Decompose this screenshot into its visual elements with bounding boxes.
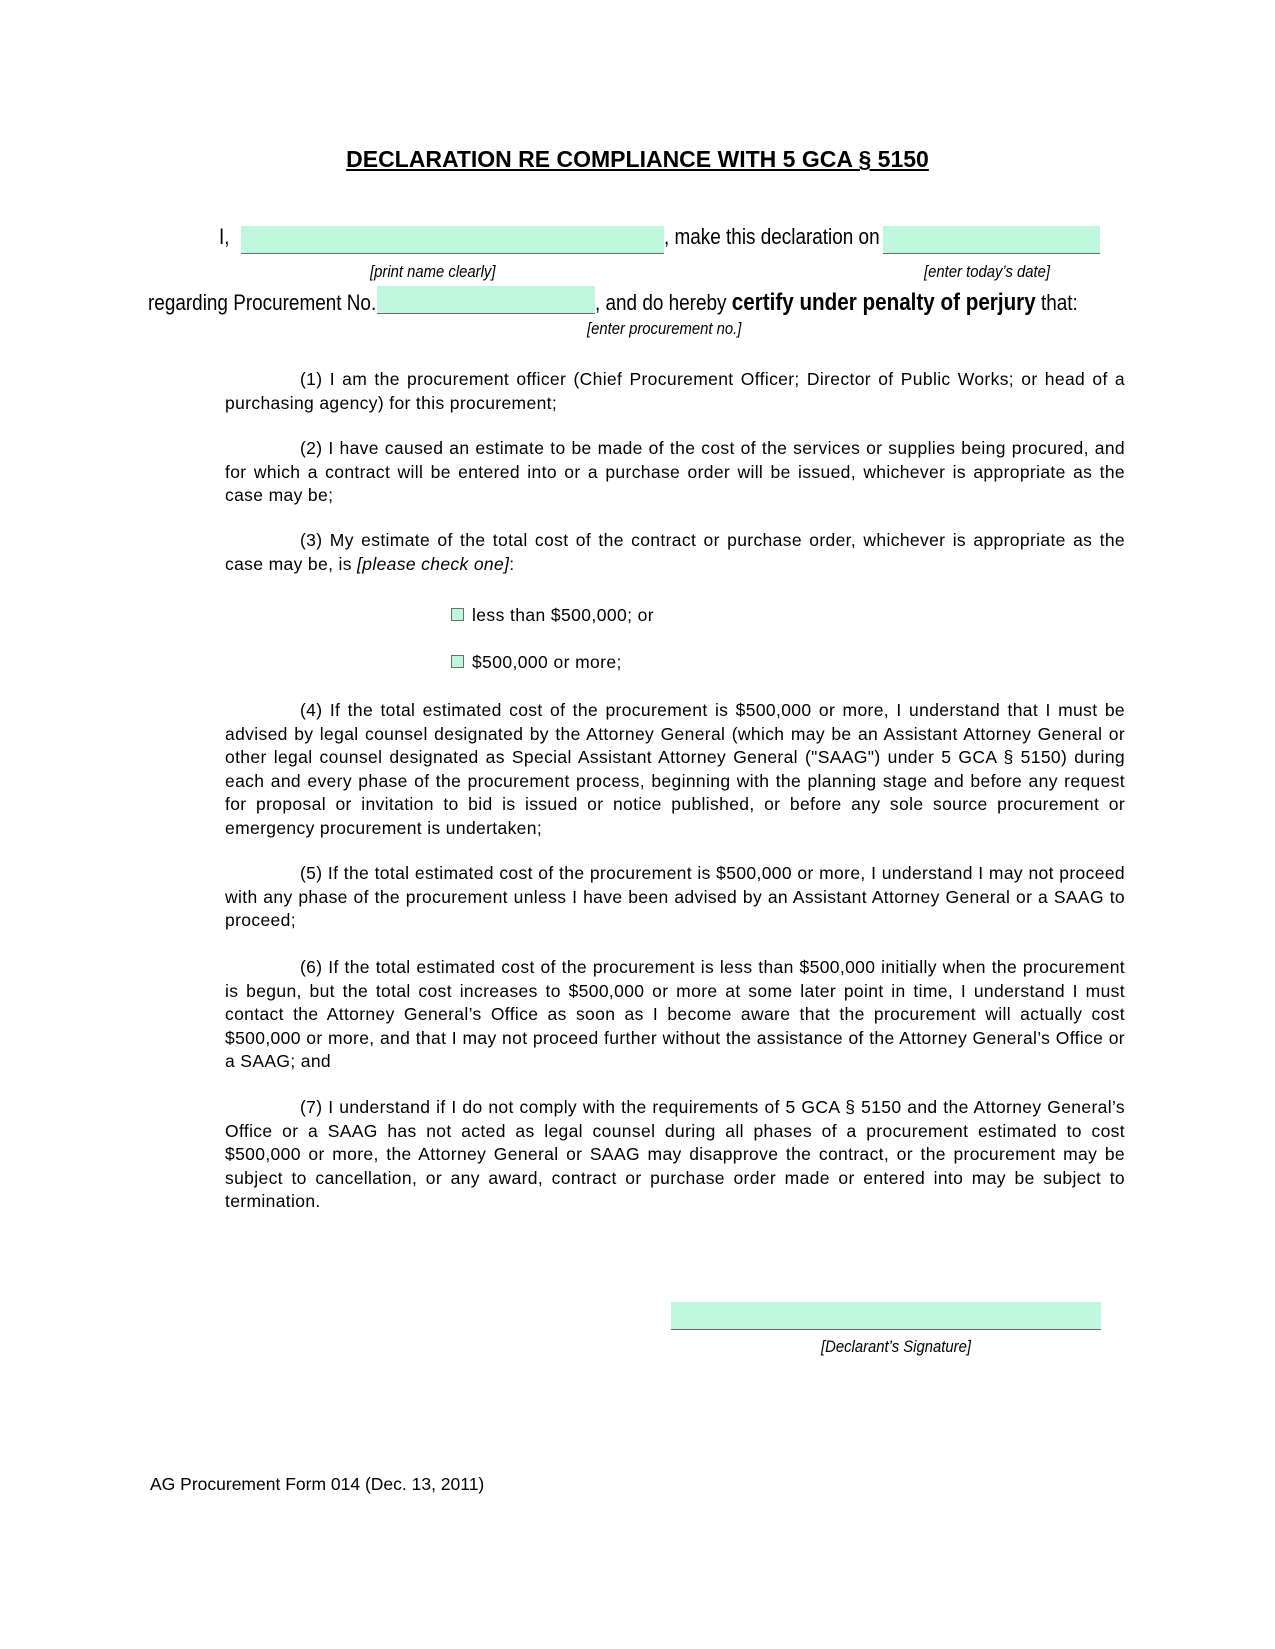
less-than-checkbox[interactable] bbox=[451, 608, 464, 621]
form-footer: AG Procurement Form 014 (Dec. 13, 2011) bbox=[150, 1474, 485, 1494]
paragraph-2 bbox=[225, 437, 1125, 508]
name-hint: [print name clearly] bbox=[370, 263, 496, 281]
paragraph-4-text: (4) If the total estimated cost of the procurement is $500,000 or more, I understand that I must be advised by legal counsel designated by the Attorney General (which may be an Assistant Attorney General or other legal counsel designated as Special Assistant Attorney General ("SAAG") under 5 GCA § 5150) during each and every phase of the procurement process, beginning with the planning stage and before any request for proposal or invitation to bid is issued or notice published, or before any sole source procurement or emergency procurement is undertaken; bbox=[225, 700, 1125, 838]
paragraph-3 bbox=[225, 529, 1125, 576]
procurement-hint: [enter procurement no.] bbox=[587, 320, 742, 338]
paragraph-6 bbox=[225, 956, 1125, 1074]
name-field[interactable] bbox=[241, 226, 664, 254]
paragraph-3-text: (3) My estimate of the total cost of the contract or purchase order, whichever is appropriate as the case may be, is bbox=[225, 530, 1125, 574]
signature-hint: [Declarant’s Signature] bbox=[821, 1338, 971, 1356]
i-label: I, bbox=[219, 224, 230, 249]
less-than-label: less than $500,000; or bbox=[472, 605, 654, 625]
paragraph-5-text: (5) If the total estimated cost of the procurement is $500,000 or more, I understand I may not proceed with any phase of the procurement unless I have been advised by an Assistant Attorney General or a SAAG to proceed; bbox=[225, 863, 1125, 930]
certify-prefix: , and do hereby bbox=[595, 290, 732, 315]
paragraph-1 bbox=[225, 368, 1125, 415]
certify-statement bbox=[595, 289, 1078, 317]
certify-suffix: that: bbox=[1035, 290, 1078, 315]
or-more-checkbox[interactable] bbox=[451, 655, 464, 668]
procurement-number-field[interactable] bbox=[377, 286, 595, 314]
paragraph-4 bbox=[225, 699, 1125, 840]
paragraph-1-text: (1) I am the procurement officer (Chief Procurement Officer; Director of Public Works; or head of a purchasing agency) for this procurement; bbox=[225, 369, 1125, 413]
make-declaration-label: , make this declaration on bbox=[664, 224, 880, 249]
paragraph-2-text: (2) I have caused an estimate to be made of the cost of the services or supplies being procured, and for which a contract will be entered into or a purchase order will be issued, whichever is appropriate as the case may be; bbox=[225, 438, 1125, 505]
or-more-label: $500,000 or more; bbox=[472, 652, 622, 672]
option-less-than[interactable] bbox=[451, 605, 654, 626]
paragraph-3-italic: [please check one] bbox=[357, 553, 510, 574]
certify-bold: certify under penalty of perjury bbox=[731, 289, 1036, 316]
regarding-label: regarding Procurement No. bbox=[148, 290, 377, 315]
signature-field[interactable] bbox=[671, 1302, 1101, 1330]
paragraph-5 bbox=[225, 862, 1125, 933]
date-field[interactable] bbox=[883, 226, 1100, 254]
paragraph-7-text: (7) I understand if I do not comply with the requirements of 5 GCA § 5150 and the Attorney General’s Office or a SAAG has not acted as legal counsel during all phases of a procurement estimated to cost $500,000 or more, the Attorney General or SAAG may disapprove the contract, or the procurement may be subject to cancellation, or any award, contract or purchase order made or entered into may be subject to termination. bbox=[225, 1097, 1125, 1211]
option-or-more[interactable] bbox=[451, 652, 622, 673]
paragraph-7 bbox=[225, 1096, 1125, 1214]
page-title: DECLARATION RE COMPLIANCE WITH 5 GCA § 5150 bbox=[346, 146, 929, 172]
date-hint: [enter today’s date] bbox=[924, 263, 1051, 281]
paragraph-3-end: : bbox=[509, 553, 515, 574]
paragraph-6-text: (6) If the total estimated cost of the procurement is less than $500,000 initially when the procurement is begun, but the total cost increases to $500,000 or more at some later point in time, I understand I must contact the Attorney General’s Office as soon as I become aware that the procurement will actually cost $500,000 or more, and that I may not proceed further without the assistance of the Attorney General’s Office or a SAAG; and bbox=[225, 957, 1125, 1071]
